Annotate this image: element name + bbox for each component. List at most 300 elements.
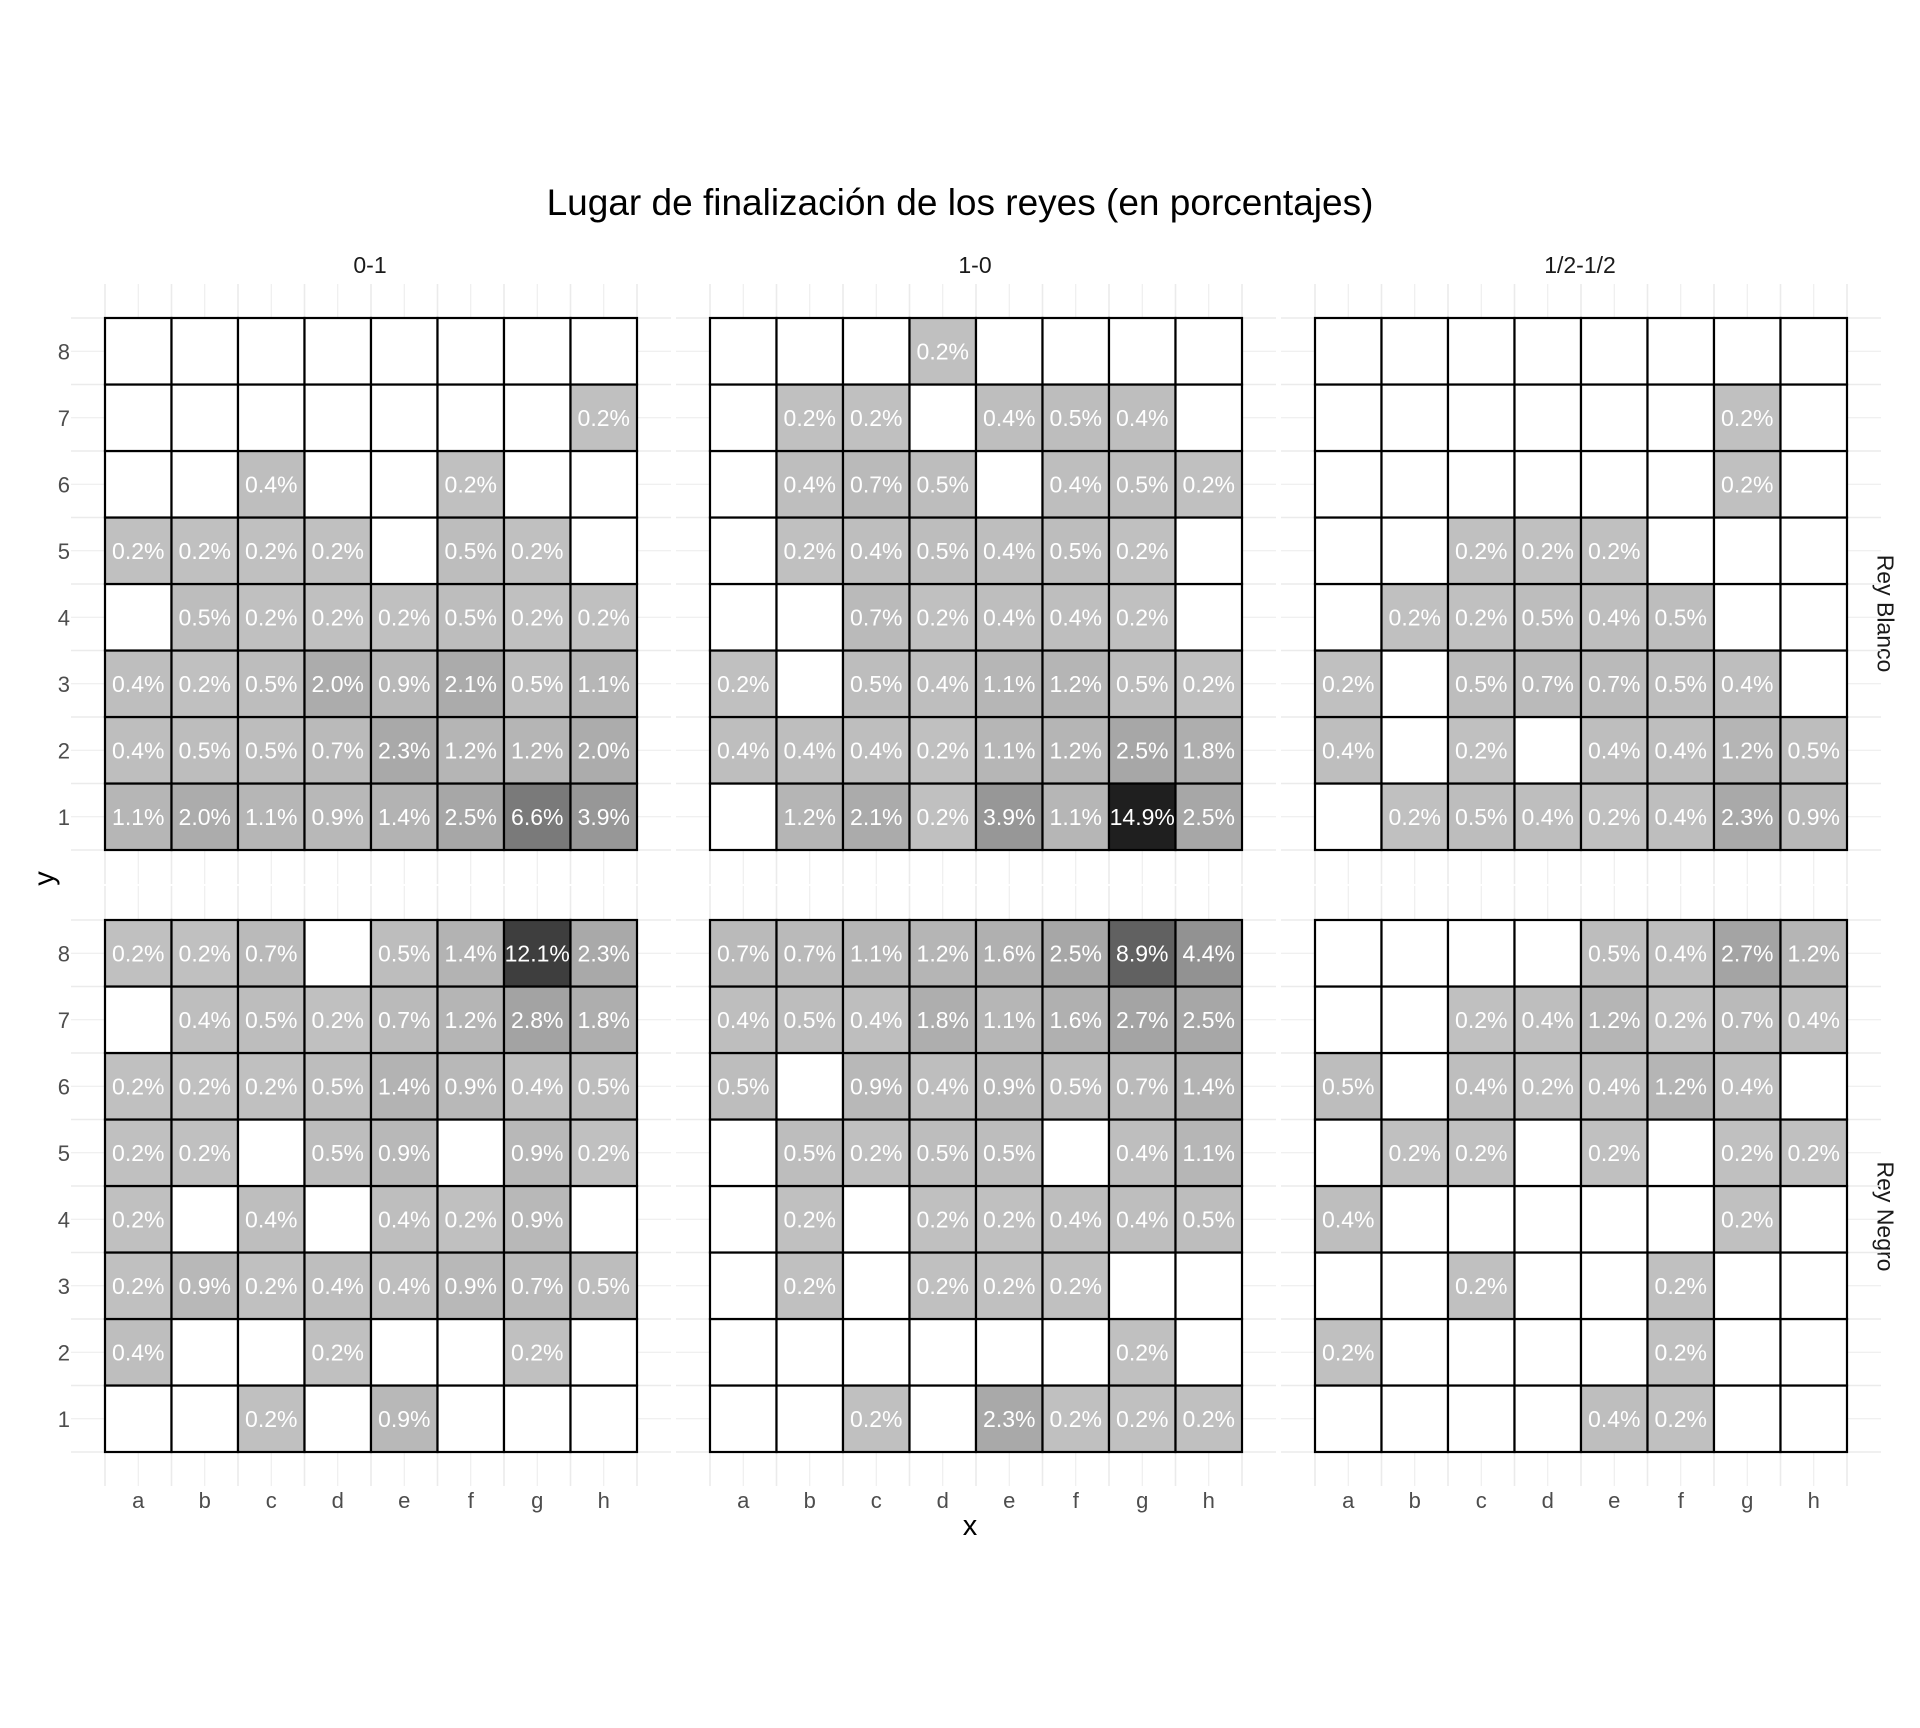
heatmap-cell [1515, 318, 1582, 385]
cell-label: 0.2% [1049, 1272, 1102, 1299]
heatmap-cell [238, 385, 305, 452]
cell-label: 0.2% [378, 604, 431, 631]
cell-label: 2.1% [850, 803, 903, 830]
cell-label: 1.1% [577, 670, 630, 697]
cell-label: 0.4% [1654, 803, 1707, 830]
cell-label: 0.2% [245, 1073, 298, 1100]
heatmap-cell [1448, 1319, 1515, 1386]
cell-label: 2.5% [1049, 940, 1102, 967]
heatmap-cell [1176, 385, 1243, 452]
heatmap-cell [1315, 784, 1382, 851]
x-tick-label: f [1677, 1488, 1684, 1513]
y-tick-label: 5 [57, 1140, 70, 1166]
heatmap-cell [1315, 451, 1382, 518]
cell-label: 0.5% [1455, 803, 1508, 830]
heatmap-cell [710, 1319, 777, 1386]
cell-label: 0.7% [717, 940, 770, 967]
cell-label: 0.2% [1388, 1139, 1441, 1166]
cell-label: 2.7% [1721, 940, 1774, 967]
cell-label: 0.4% [1654, 940, 1707, 967]
cell-label: 0.5% [178, 604, 231, 631]
heatmap-cell [910, 1386, 977, 1453]
x-tick-label: h [1202, 1488, 1215, 1513]
cell-label: 0.2% [245, 1272, 298, 1299]
heatmap-cell [1109, 1253, 1176, 1320]
cell-label: 1.4% [378, 1073, 431, 1100]
cell-label: 0.4% [983, 537, 1036, 564]
heatmap-cell [1382, 1386, 1449, 1453]
cell-label: 0.4% [245, 1206, 298, 1233]
cell-label: 0.4% [1588, 1405, 1641, 1432]
cell-label: 0.2% [1455, 737, 1508, 764]
heatmap-cell [1515, 1319, 1582, 1386]
cell-label: 0.4% [1588, 737, 1641, 764]
cell-label: 0.7% [311, 737, 364, 764]
y-tick-label: 6 [57, 1074, 70, 1100]
cell-label: 0.4% [916, 670, 969, 697]
y-axis-title: y [28, 871, 61, 886]
cell-label: 3.9% [983, 803, 1036, 830]
cell-label: 0.4% [1588, 1073, 1641, 1100]
cell-label: 0.2% [1116, 604, 1169, 631]
cell-label: 0.7% [511, 1272, 564, 1299]
cell-label: 1.2% [1049, 670, 1102, 697]
y-tick-label: 3 [57, 1273, 70, 1299]
cell-label: 0.5% [916, 537, 969, 564]
cell-label: 3.9% [577, 803, 630, 830]
cell-label: 0.5% [1654, 670, 1707, 697]
cell-label: 2.7% [1116, 1006, 1169, 1033]
heatmap-cell [1176, 584, 1243, 651]
x-tick-label: h [1807, 1488, 1820, 1513]
cell-label: 0.2% [717, 670, 770, 697]
x-tick-label: e [398, 1488, 411, 1513]
cell-label: 1.1% [983, 1006, 1036, 1033]
cell-label: 0.5% [850, 670, 903, 697]
heatmap-cell [1448, 920, 1515, 987]
cell-label: 0.5% [511, 670, 564, 697]
heatmap-cell [777, 584, 844, 651]
heatmap-cell [710, 318, 777, 385]
heatmap-cell [1043, 318, 1110, 385]
cell-label: 0.2% [916, 737, 969, 764]
cell-label: 2.0% [178, 803, 231, 830]
heatmap-cell [504, 385, 571, 452]
y-tick-label: 1 [57, 804, 70, 830]
heatmap-cell [105, 318, 172, 385]
cell-label: 1.8% [577, 1006, 630, 1033]
heatmap-cell [571, 451, 638, 518]
heatmap-cell [1714, 1253, 1781, 1320]
heatmap-cell [371, 518, 438, 585]
cell-label: 0.7% [783, 940, 836, 967]
cell-label: 0.2% [112, 1139, 165, 1166]
cell-label: 1.2% [444, 1006, 497, 1033]
cell-label: 0.4% [112, 737, 165, 764]
heatmap-cell [105, 987, 172, 1054]
facet-label-row-2: Rey Negro [1872, 1161, 1899, 1272]
cell-label: 0.2% [178, 537, 231, 564]
cell-label: 1.2% [1654, 1073, 1707, 1100]
heatmap-cell [1448, 451, 1515, 518]
cell-label: 0.2% [511, 537, 564, 564]
cell-label: 0.5% [1116, 471, 1169, 498]
x-tick-label: b [198, 1488, 211, 1513]
cell-label: 0.2% [850, 404, 903, 431]
heatmap-cell [1515, 451, 1582, 518]
heatmap-cell [1581, 385, 1648, 452]
cell-label: 0.5% [1049, 537, 1102, 564]
heatmap-cell [371, 318, 438, 385]
cell-label: 0.5% [311, 1073, 364, 1100]
cell-label: 0.2% [1588, 803, 1641, 830]
cell-label: 0.2% [1654, 1006, 1707, 1033]
cell-label: 0.9% [511, 1206, 564, 1233]
cell-label: 0.9% [444, 1272, 497, 1299]
cell-label: 0.2% [783, 1272, 836, 1299]
cell-label: 0.2% [1116, 537, 1169, 564]
cell-label: 2.3% [983, 1405, 1036, 1432]
cell-label: 0.9% [311, 803, 364, 830]
cell-label: 0.5% [245, 670, 298, 697]
cell-label: 0.5% [178, 737, 231, 764]
heatmap-cell [105, 451, 172, 518]
cell-label: 0.2% [1654, 1272, 1707, 1299]
cell-label: 4.4% [1182, 940, 1235, 967]
cell-label: 12.1% [504, 940, 570, 967]
heatmap-cell [438, 1120, 505, 1187]
cell-label: 0.5% [783, 1139, 836, 1166]
cell-label: 1.2% [916, 940, 969, 967]
heatmap-cell [1315, 1386, 1382, 1453]
y-tick-label: 1 [57, 1406, 70, 1432]
heatmap-cell [1781, 385, 1848, 452]
x-tick-label: a [132, 1488, 145, 1513]
heatmap-cell [1448, 385, 1515, 452]
heatmap-cell [1382, 518, 1449, 585]
heatmap-cell [438, 318, 505, 385]
facet-label-col-1: 0-1 [353, 252, 387, 278]
cell-label: 1.6% [1049, 1006, 1102, 1033]
x-tick-label: c [870, 1488, 882, 1513]
cell-label: 14.9% [1109, 803, 1175, 830]
cell-label: 0.2% [245, 537, 298, 564]
x-tick-label: d [331, 1488, 344, 1513]
cell-label: 0.5% [245, 737, 298, 764]
cell-label: 2.5% [1182, 803, 1235, 830]
cell-label: 0.4% [717, 1006, 770, 1033]
cell-label: 0.2% [783, 1206, 836, 1233]
cell-label: 0.2% [245, 604, 298, 631]
cell-label: 0.2% [1182, 1405, 1235, 1432]
cell-label: 0.2% [511, 604, 564, 631]
heatmap-cell [1315, 318, 1382, 385]
heatmap-cell [1382, 451, 1449, 518]
heatmap-cell [1382, 385, 1449, 452]
cell-label: 0.2% [1388, 803, 1441, 830]
cell-label: 0.2% [1049, 1405, 1102, 1432]
cell-label: 0.2% [1654, 1339, 1707, 1366]
cell-label: 0.2% [178, 1073, 231, 1100]
y-tick-label: 4 [57, 605, 70, 631]
cell-label: 0.9% [378, 670, 431, 697]
cell-label: 0.4% [178, 1006, 231, 1033]
x-tick-label: a [1342, 1488, 1355, 1513]
heatmap-cell [305, 385, 372, 452]
cell-label: 0.5% [783, 1006, 836, 1033]
heatmap-cell [438, 385, 505, 452]
cell-label: 0.2% [1588, 537, 1641, 564]
heatmap-cell [1781, 584, 1848, 651]
heatmap-cell [1781, 451, 1848, 518]
cell-label: 0.4% [1521, 803, 1574, 830]
cell-label: 0.2% [1182, 670, 1235, 697]
cell-label: 1.8% [916, 1006, 969, 1033]
cell-label: 1.1% [850, 940, 903, 967]
heatmap-cell [1581, 318, 1648, 385]
heatmap-cell [1648, 1186, 1715, 1253]
cell-label: 0.2% [311, 1006, 364, 1033]
heatmap-cell [571, 1319, 638, 1386]
cell-label: 0.2% [1521, 1073, 1574, 1100]
heatmap-cell [1382, 920, 1449, 987]
cell-label: 0.5% [1787, 737, 1840, 764]
heatmap-cell [1109, 318, 1176, 385]
heatmap-cell [710, 385, 777, 452]
heatmap-cell [504, 318, 571, 385]
cell-label: 0.2% [1322, 1339, 1375, 1366]
x-tick-label: d [1541, 1488, 1554, 1513]
cell-label: 1.6% [983, 940, 1036, 967]
cell-label: 0.4% [1787, 1006, 1840, 1033]
x-tick-label: b [1408, 1488, 1421, 1513]
heatmap-cell [1581, 1319, 1648, 1386]
x-tick-label: a [737, 1488, 750, 1513]
heatmap-cell [571, 318, 638, 385]
heatmap-cell [1448, 318, 1515, 385]
heatmap-cell [305, 920, 372, 987]
heatmap-cell [1515, 1186, 1582, 1253]
heatmap-cell [1581, 451, 1648, 518]
x-tick-label: e [1003, 1488, 1016, 1513]
cell-label: 0.5% [717, 1073, 770, 1100]
heatmap-cell [1648, 318, 1715, 385]
heatmap-cell [710, 784, 777, 851]
cell-label: 0.2% [1388, 604, 1441, 631]
cell-label: 1.2% [1787, 940, 1840, 967]
x-tick-label: e [1608, 1488, 1621, 1513]
cell-label: 0.4% [1521, 1006, 1574, 1033]
panel-1-2 [676, 284, 1276, 884]
heatmap-cell [1315, 920, 1382, 987]
x-tick-label: f [1072, 1488, 1079, 1513]
cell-label: 0.4% [983, 604, 1036, 631]
cell-label: 0.4% [783, 471, 836, 498]
cell-label: 0.2% [311, 537, 364, 564]
heatmap-cell [976, 451, 1043, 518]
facet-label-col-3: 1/2-1/2 [1544, 252, 1616, 278]
heatmap-cell [571, 1386, 638, 1453]
cell-label: 0.5% [916, 471, 969, 498]
heatmap-cell [438, 1319, 505, 1386]
heatmap-cell [1315, 1253, 1382, 1320]
cell-label: 1.1% [1182, 1139, 1235, 1166]
cell-label: 0.9% [178, 1272, 231, 1299]
heatmap-cell [1043, 1319, 1110, 1386]
heatmap-cell [777, 318, 844, 385]
facet-label-row-1: Rey Blanco [1872, 554, 1899, 673]
heatmap-cell [371, 451, 438, 518]
cell-label: 0.2% [577, 1139, 630, 1166]
cell-label: 0.2% [1521, 537, 1574, 564]
heatmap-cell [777, 1053, 844, 1120]
cell-label: 1.2% [1049, 737, 1102, 764]
heatmap-cell [305, 318, 372, 385]
cell-label: 6.6% [511, 803, 564, 830]
panel-2-1 [58, 886, 671, 1513]
cell-label: 0.2% [112, 1272, 165, 1299]
heatmap-cell [1382, 1253, 1449, 1320]
cell-label: 2.1% [444, 670, 497, 697]
heatmap-cell [1781, 518, 1848, 585]
cell-label: 1.1% [112, 803, 165, 830]
heatmap-cell [1781, 1319, 1848, 1386]
heatmap-cell [1382, 717, 1449, 784]
cell-label: 0.9% [378, 1405, 431, 1432]
cell-label: 0.4% [1588, 604, 1641, 631]
cell-label: 0.2% [1455, 1006, 1508, 1033]
cell-label: 0.4% [850, 737, 903, 764]
cell-label: 0.2% [1455, 1139, 1508, 1166]
cell-label: 0.4% [1116, 404, 1169, 431]
heatmap-cell [1315, 385, 1382, 452]
cell-label: 0.5% [916, 1139, 969, 1166]
x-tick-label: f [467, 1488, 474, 1513]
cell-label: 0.2% [916, 338, 969, 365]
cell-label: 0.4% [378, 1272, 431, 1299]
cell-label: 0.4% [1322, 1206, 1375, 1233]
heatmap-cell [305, 451, 372, 518]
cell-label: 0.5% [1654, 604, 1707, 631]
cell-label: 0.4% [112, 1339, 165, 1366]
heatmap-cell [105, 1386, 172, 1453]
cell-label: 0.9% [511, 1139, 564, 1166]
cell-label: 0.2% [178, 670, 231, 697]
heatmap-cell [1781, 651, 1848, 718]
cell-label: 2.3% [577, 940, 630, 967]
heatmap-cell [1781, 318, 1848, 385]
cell-label: 0.2% [112, 1073, 165, 1100]
cell-label: 0.5% [1116, 670, 1169, 697]
cell-label: 0.5% [577, 1073, 630, 1100]
heatmap-cell [777, 1319, 844, 1386]
cell-label: 0.2% [112, 940, 165, 967]
cell-label: 0.4% [717, 737, 770, 764]
cell-label: 1.2% [511, 737, 564, 764]
cell-label: 0.4% [1721, 670, 1774, 697]
cell-label: 1.4% [378, 803, 431, 830]
cell-label: 0.2% [311, 604, 364, 631]
cell-label: 0.4% [1049, 604, 1102, 631]
cell-label: 2.3% [1721, 803, 1774, 830]
heatmap-cell [1515, 920, 1582, 987]
cell-label: 0.4% [1654, 737, 1707, 764]
cell-label: 0.7% [1588, 670, 1641, 697]
cell-label: 0.2% [112, 1206, 165, 1233]
heatmap-cell [371, 1319, 438, 1386]
cell-label: 0.2% [916, 803, 969, 830]
cell-label: 0.2% [916, 1272, 969, 1299]
heatmap-cell [172, 1186, 239, 1253]
cell-label: 1.4% [1182, 1073, 1235, 1100]
heatmap-cell [843, 1186, 910, 1253]
cell-label: 0.2% [245, 1405, 298, 1432]
y-tick-label: 3 [57, 671, 70, 697]
panel-1-3 [1281, 284, 1881, 884]
cell-label: 0.4% [378, 1206, 431, 1233]
cell-label: 0.2% [1721, 1206, 1774, 1233]
heatmap-cell [1315, 1120, 1382, 1187]
y-tick-label: 6 [57, 472, 70, 498]
cell-label: 0.4% [1455, 1073, 1508, 1100]
cell-label: 0.2% [577, 604, 630, 631]
x-tick-label: d [936, 1488, 949, 1513]
cell-label: 2.3% [378, 737, 431, 764]
cell-label: 0.4% [511, 1073, 564, 1100]
cell-label: 1.1% [983, 670, 1036, 697]
cell-label: 1.1% [1049, 803, 1102, 830]
cell-label: 0.2% [850, 1139, 903, 1166]
heatmap-cell [1515, 1120, 1582, 1187]
heatmap-cell [238, 318, 305, 385]
cell-label: 0.2% [178, 1139, 231, 1166]
cell-label: 0.5% [1182, 1206, 1235, 1233]
x-tick-label: g [1136, 1488, 1149, 1513]
cell-label: 0.5% [577, 1272, 630, 1299]
heatmap-cell [1648, 451, 1715, 518]
y-tick-label: 2 [57, 738, 70, 764]
heatmap-cell [1515, 1386, 1582, 1453]
x-tick-label: h [597, 1488, 610, 1513]
cell-label: 0.2% [1588, 1139, 1641, 1166]
cell-label: 0.2% [783, 404, 836, 431]
heatmap-cell [1714, 1386, 1781, 1453]
cell-label: 2.0% [577, 737, 630, 764]
heatmap-cell [1781, 1053, 1848, 1120]
heatmap-cell [710, 1186, 777, 1253]
heatmap-cell [172, 385, 239, 452]
heatmap-cell [1448, 1386, 1515, 1453]
heatmap-cell [1382, 1319, 1449, 1386]
cell-label: 0.5% [311, 1139, 364, 1166]
x-tick-label: g [1741, 1488, 1754, 1513]
cell-label: 0.9% [444, 1073, 497, 1100]
heatmap-cell [910, 385, 977, 452]
y-tick-label: 2 [57, 1340, 70, 1366]
cell-label: 0.4% [916, 1073, 969, 1100]
cell-label: 0.5% [1521, 604, 1574, 631]
x-tick-label: b [803, 1488, 816, 1513]
cell-label: 0.5% [1455, 670, 1508, 697]
cell-label: 8.9% [1116, 940, 1169, 967]
cell-label: 0.2% [1721, 404, 1774, 431]
cell-label: 2.5% [1116, 737, 1169, 764]
cell-label: 0.2% [112, 537, 165, 564]
heatmap-cell [1382, 318, 1449, 385]
cell-label: 0.2% [916, 604, 969, 631]
cell-label: 1.2% [444, 737, 497, 764]
cell-label: 0.5% [1322, 1073, 1375, 1100]
